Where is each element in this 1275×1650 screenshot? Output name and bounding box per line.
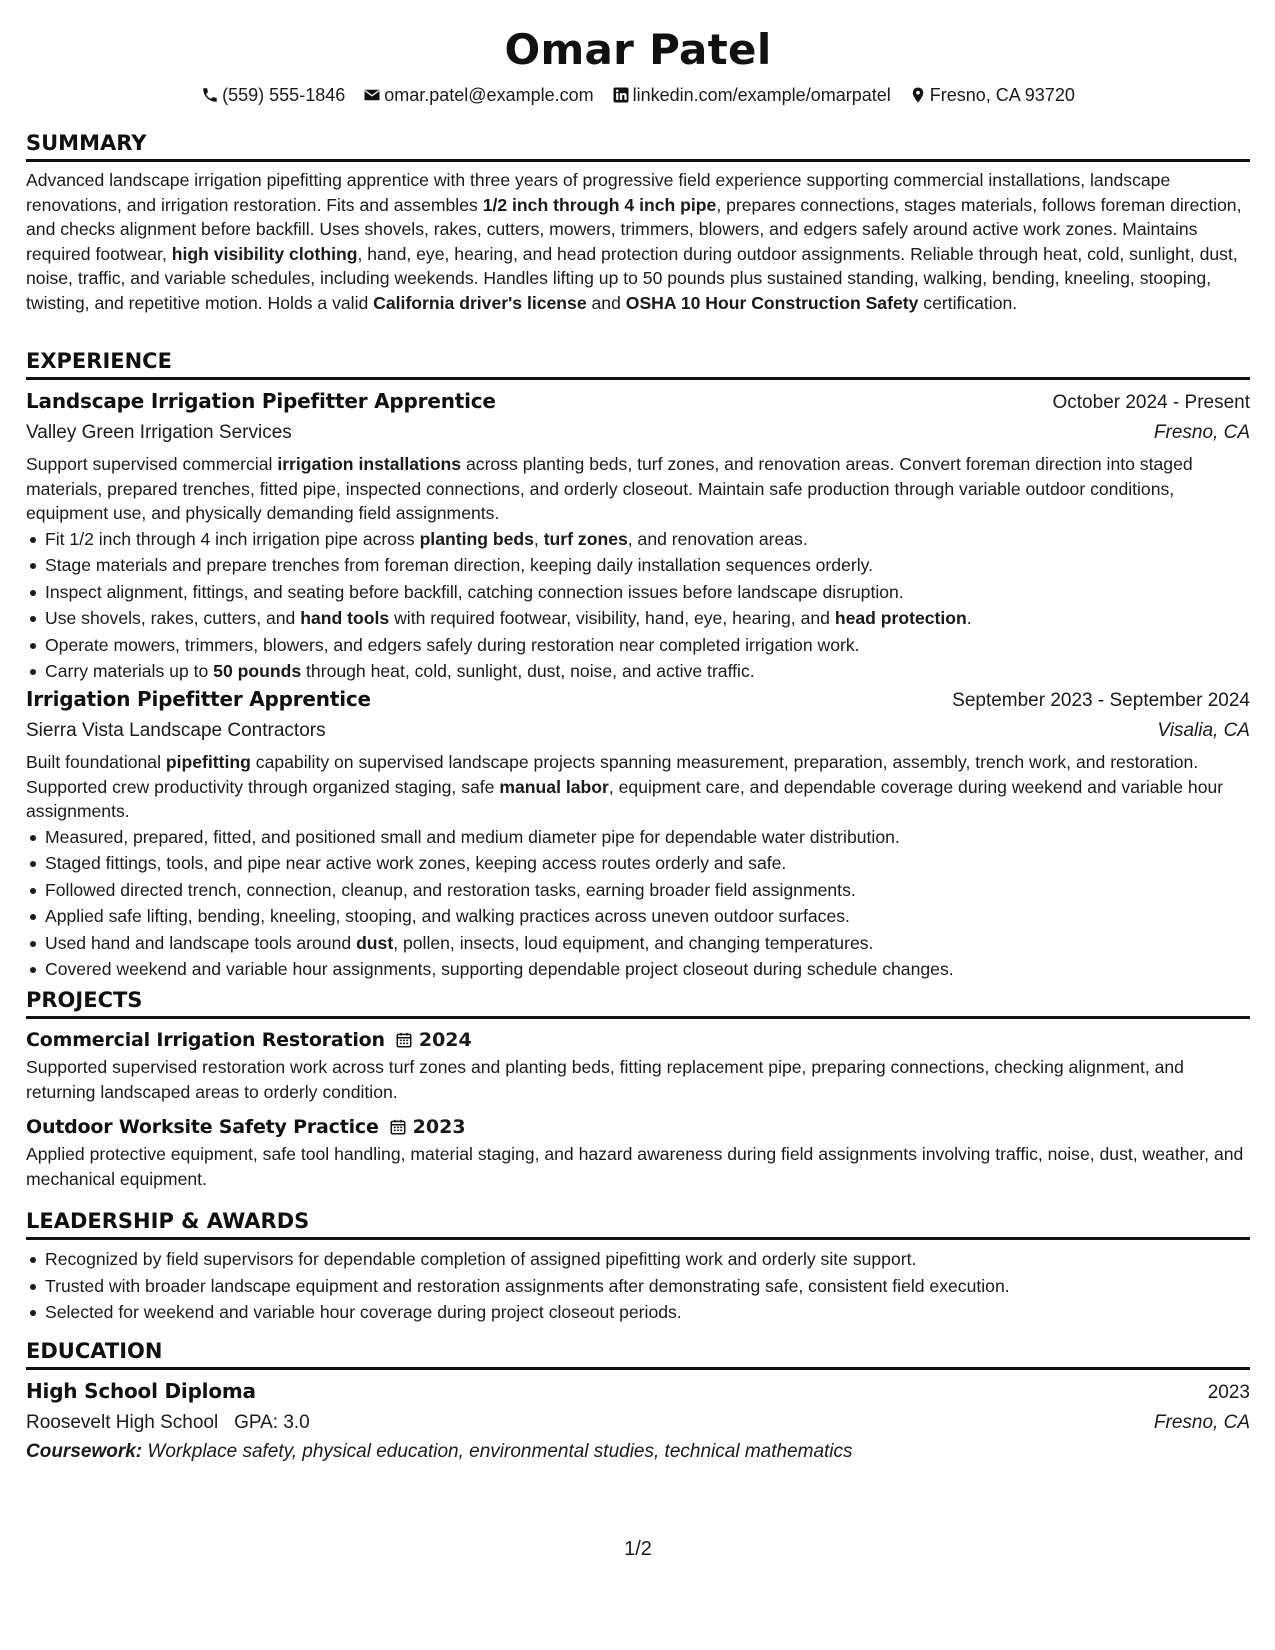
bold-keyword: dust xyxy=(356,932,394,953)
phone-text: (559) 555-1846 xyxy=(222,84,346,105)
project-entry xyxy=(26,1112,1250,1191)
bullet-item: Operate mowers, trimmers, blowers, and edgers safely during restoration near completed irrigation work. xyxy=(26,632,1250,659)
page-number: 1/2 xyxy=(624,1538,652,1560)
bold-keyword: manual labor xyxy=(499,776,609,797)
calendar-icon xyxy=(395,1031,413,1049)
project-year: 2024 xyxy=(395,1025,472,1055)
job-dates: September 2023 - September 2024 xyxy=(952,690,1250,711)
job-company: Sierra Vista Landscape Contractors xyxy=(26,720,326,741)
contact-linkedin[interactable] xyxy=(612,85,891,106)
bullet-item: Used hand and landscape tools around dust, pollen, insects, loud equipment, and changing temperatures. xyxy=(26,930,1250,957)
project-entry xyxy=(26,1025,1250,1104)
projects-section xyxy=(26,987,1250,1191)
bold-keyword: head protection xyxy=(834,608,967,629)
bullet-item: Applied safe lifting, bending, kneeling, stooping, and walking practices across uneven outdoor surfaces. xyxy=(26,903,1250,930)
envelope-icon xyxy=(363,86,381,104)
job-title: Landscape Irrigation Pipefitter Apprentice xyxy=(26,389,496,413)
project-description: Applied protective equipment, safe tool handling, material staging, and hazard awareness during field assignments involving traffic, noise, dust, weather, and mechanical equipment. xyxy=(26,1144,1244,1189)
bold-keyword: 50 pounds xyxy=(213,661,302,682)
bullet-item: Recognized by field supervisors for dependable completion of assigned pipefitting work and orderly site support. xyxy=(26,1246,1250,1273)
leadership-section xyxy=(26,1208,1250,1326)
bold-keyword: pipefitting xyxy=(165,752,251,772)
bullet-item: Followed directed trench, connection, cleanup, and restoration tasks, earning broader field assignments. xyxy=(26,877,1250,904)
projects-divider xyxy=(26,1016,1250,1019)
map-pin-icon xyxy=(909,86,927,104)
job-entry xyxy=(26,684,1250,983)
bullet-item: Use shovels, rakes, cutters, and hand tools with required footwear, visibility, hand, eye, hearing, and head protection. xyxy=(26,605,1250,632)
degree-title: High School Diploma xyxy=(26,1379,256,1403)
summary-text: Advanced landscape irrigation pipefitting apprentice with three years of progressive field experience supporting commercial installations, landscape renovations, and irrigation restoration. Fits and assembles 1/2 inch through 4 inch pipe, prepares connections, stages materials, follows foreman direction, and checks alignment before backfill. Uses shovels, rakes, cutters, mowers, trimmers, blowers, and edgers safely around active work zones. Maintains required footwear, high visibility clothing, hand, eye, hearing, and head protection during outdoor assignments. Reliable through heat, cold, sunlight, dust, noise, traffic, and variable schedules, including weekends. Handles lifting up to 50 pounds plus sustained standing, walking, bending, kneeling, stooping, twisting, and repetitive motion. Holds a valid California driver's license and OSHA 10 Hour Construction Safety certification. xyxy=(26,170,1242,313)
coursework-label: Coursework: xyxy=(26,1441,143,1462)
bold-keyword: turf zones xyxy=(543,528,628,549)
bold-keyword: OSHA 10 Hour Construction Safety xyxy=(625,292,919,313)
bold-keyword: irrigation installations xyxy=(277,454,462,474)
bullet-item: Stage materials and prepare trenches from foreman direction, keeping daily installation sequences orderly. xyxy=(26,552,1250,579)
project-title: Outdoor Worksite Safety Practice xyxy=(26,1116,379,1138)
job-bullets xyxy=(26,526,1250,686)
linkedin-icon xyxy=(612,86,630,104)
leadership-divider xyxy=(26,1237,1250,1240)
phone-icon xyxy=(201,86,219,104)
location-text: Fresno, CA 93720 xyxy=(929,84,1075,105)
education-section xyxy=(26,1338,1250,1466)
candidate-name: Omar Patel xyxy=(504,25,772,74)
coursework xyxy=(26,1437,1250,1466)
job-dates: October 2024 - Present xyxy=(1052,392,1250,413)
projects-heading: PROJECTS xyxy=(26,988,143,1012)
job-description: Support supervised commercial irrigation installations across planting beds, turf zones, and renovation areas. Convert foreman direction into staged materials, prepared trenches, fitted pipe, inspected connections, and orderly closeout. Maintain safe production through variable outdoor conditions, equipment use, and physically demanding field assignments. xyxy=(26,454,1193,523)
bullet-item: Selected for weekend and variable hour coverage during project closeout periods. xyxy=(26,1299,1250,1326)
school-name: Roosevelt High School xyxy=(26,1412,219,1433)
job-bullets xyxy=(26,824,1250,984)
school-gpa xyxy=(26,1408,310,1437)
experience-heading: EXPERIENCE xyxy=(26,349,172,373)
contact-email[interactable] xyxy=(363,85,593,106)
bold-keyword: high visibility clothing xyxy=(171,243,358,264)
bullet-item: Inspect alignment, fittings, and seating before backfill, catching connection issues before landscape disruption. xyxy=(26,579,1250,606)
email-text[interactable]: omar.patel@example.com xyxy=(384,84,594,105)
job-description: Built foundational pipefitting capability on supervised landscape projects spanning measurement, preparation, assembly, trench work, and restoration. Supported crew productivity through organized staging, safe manual labor, equipment care, and dependable coverage during weekend and variable hour assignments. xyxy=(26,752,1224,821)
summary-section xyxy=(26,130,1250,315)
job-company: Valley Green Irrigation Services xyxy=(26,422,292,443)
graduation-year: 2023 xyxy=(1207,1382,1250,1403)
bullet-item: Staged fittings, tools, and pipe near active work zones, keeping access routes orderly and safe. xyxy=(26,850,1250,877)
contact-bar xyxy=(26,82,1250,108)
education-heading: EDUCATION xyxy=(26,1339,163,1363)
job-location: Fresno, CA xyxy=(1153,422,1250,443)
experience-section xyxy=(26,348,1250,685)
project-description: Supported supervised restoration work across turf zones and planting beds, fitting replacement pipe, preparing connections, checking alignment, and returning landscaped areas to orderly condition. xyxy=(26,1057,1184,1102)
job-title: Irrigation Pipefitter Apprentice xyxy=(26,687,371,711)
project-year: 2023 xyxy=(389,1112,466,1142)
summary-heading: SUMMARY xyxy=(26,131,147,155)
job-entry xyxy=(26,386,1250,685)
bullet-item: Covered weekend and variable hour assignments, supporting dependable project closeout during schedule changes. xyxy=(26,956,1250,983)
bullet-item: Trusted with broader landscape equipment and restoration assignments after demonstrating safe, consistent field execution. xyxy=(26,1273,1250,1300)
bullet-item: Carry materials up to 50 pounds through heat, cold, sunlight, dust, noise, and active traffic. xyxy=(26,658,1250,685)
bullet-item: Fit 1/2 inch through 4 inch irrigation pipe across planting beds, turf zones, and renovation areas. xyxy=(26,526,1250,553)
bold-keyword: 1/2 inch through 4 inch pipe xyxy=(482,194,717,215)
resume-page xyxy=(26,0,1250,1650)
calendar-icon xyxy=(389,1118,407,1136)
bold-keyword: planting beds xyxy=(419,528,534,549)
bold-keyword: hand tools xyxy=(300,608,390,629)
education-divider xyxy=(26,1367,1250,1370)
contact-location xyxy=(909,85,1075,106)
leadership-heading: LEADERSHIP & AWARDS xyxy=(26,1209,310,1233)
coursework-list: Workplace safety, physical education, environmental studies, technical mathematics xyxy=(147,1441,853,1462)
summary-divider xyxy=(26,159,1250,162)
contact-phone xyxy=(201,85,345,106)
job-location: Visalia, CA xyxy=(1157,720,1250,741)
bold-keyword: California driver's license xyxy=(373,292,587,313)
linkedin-text[interactable]: linkedin.com/example/omarpatel xyxy=(632,84,891,105)
leadership-bullets xyxy=(26,1246,1250,1326)
gpa: GPA: 3.0 xyxy=(234,1412,310,1433)
project-title: Commercial Irrigation Restoration xyxy=(26,1029,385,1051)
experience-divider xyxy=(26,377,1250,380)
school-location: Fresno, CA xyxy=(1153,1412,1250,1433)
bullet-item: Measured, prepared, fitted, and positioned small and medium diameter pipe for dependable water distribution. xyxy=(26,824,1250,851)
